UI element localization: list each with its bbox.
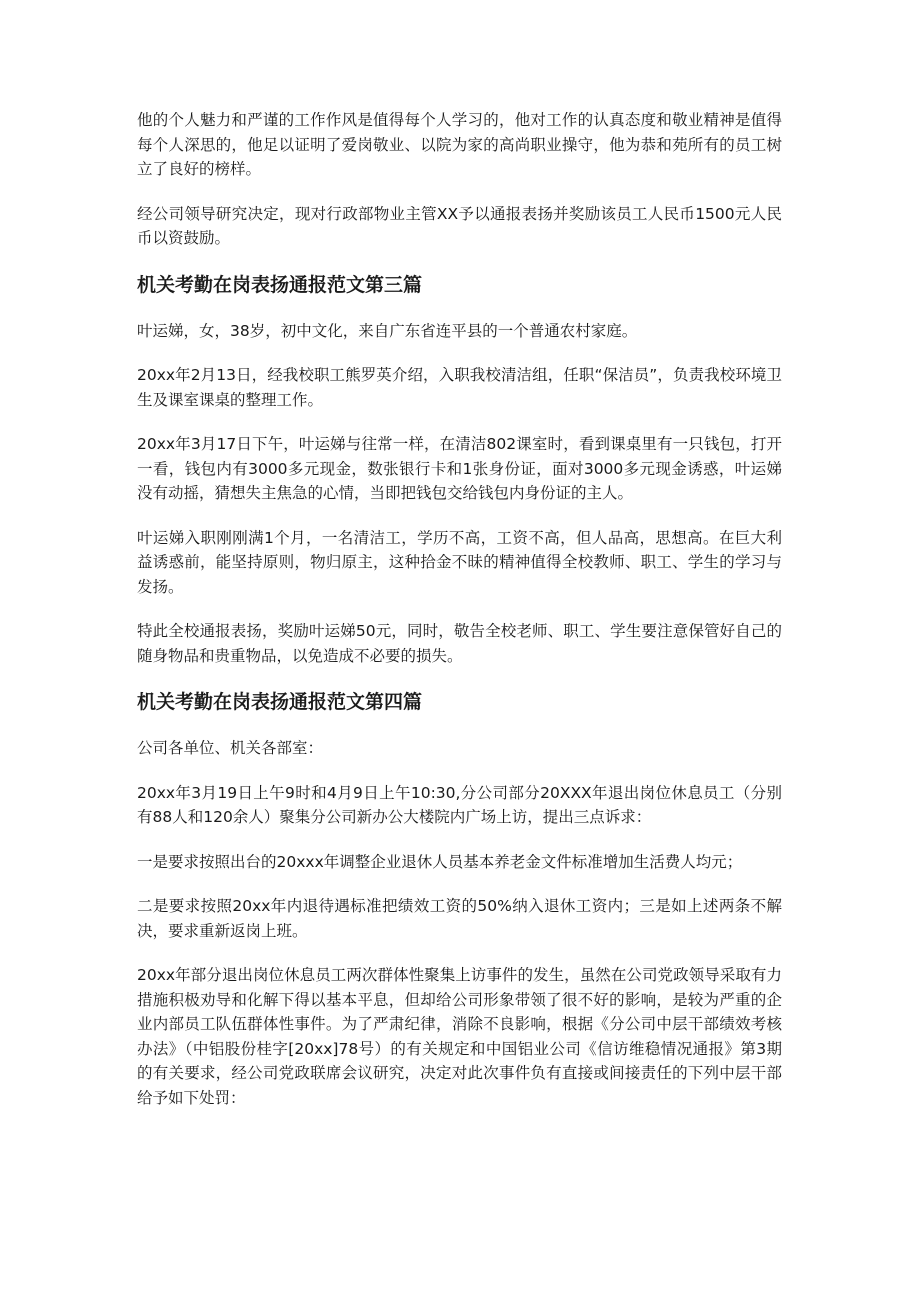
paragraph: 20xx年部分退出岗位休息员工两次群体性聚集上访事件的发生，虽然在公司党政领导采取有力措施积极劝导和化解下得以基本平息，但却给公司形象带领了很不好的影响，是较为严重的企业内部员工队伍群体性事件。为了严肃纪律，消除不良影响，根据《分公司中层干部绩效考核办法》（中铝股份桂字[20xx]78号）的有关规定和中国铝业公司《信访维稳情况通报》第3期的有关要求，经公司党政联席会议研究，决定对此次事件负有直接或间接责任的下列中层干部给予如下处罚： (137, 966, 782, 1107)
section-heading: 机关考勤在岗表扬通报范文第三篇 (137, 273, 423, 296)
paragraph: 叶运娣，女，38岁，初中文化，来自广东省连平县的一个普通农村家庭。 (137, 321, 638, 340)
paragraph: 一是要求按照出台的20xxx年调整企业退休人员基本养老金文件标准增加生活费人均元； (137, 852, 743, 871)
paragraph: 特此全校通报表扬，奖励叶运娣50元，同时，敬告全校老师、职工、学生要注意保管好自己的随身物品和贵重物品，以免造成不必要的损失。 (137, 622, 782, 665)
paragraph: 二是要求按照20xx年内退待遇标准把绩效工资的50%纳入退休工资内；三是如上述两条不解决，要求重新返岗上班。 (137, 897, 782, 940)
paragraph: 他的个人魅力和严谨的工作作风是值得每个人学习的，他对工作的认真态度和敬业精神是值得每个人深思的，他足以证明了爱岗敬业、以院为家的高尚职业操守，他为恭和苑所有的员工树立了良好的榜样。 (137, 111, 782, 178)
paragraph: 公司各单位、机关各部室： (137, 739, 324, 757)
paragraph: 20xx年2月13日，经我校职工熊罗英介绍，入职我校清洁组，任职“保洁员”，负责我校环境卫生及课室课桌的整理工作。 (137, 366, 782, 409)
paragraph: 叶运娣入职刚刚满1个月，一名清洁工，学历不高，工资不高，但人品高，思想高。在巨大利益诱惑前，能坚持原则，物归原主，这种拾金不昧的精神值得全校教师、职工、学生的学习与发扬。 (137, 528, 782, 596)
paragraph: 20xx年3月17日下午，叶运娣与往常一样，在清洁802课室时，看到课桌里有一只钱包，打开一看，钱包内有3000多元现金，数张银行卡和1张身份证，面对3000多元现金诱惑，叶运娣没有动摇，猜想失主焦急的心情，当即把钱包交给钱包内身份证的主人。 (137, 435, 782, 502)
document-body (137, 108, 782, 1130)
section-heading: 机关考勤在岗表扬通报范文第四篇 (137, 691, 423, 713)
paragraph: 20xx年3月19日上午9时和4月9日上午10:30,分公司部分20XXX年退出岗位休息员工（分别有88人和120余人）聚集分公司新办公大楼院内广场上访，提出三点诉求： (137, 783, 782, 826)
paragraph: 经公司领导研究决定，现对行政部物业主管XX予以通报表扬并奖励该员工人民币1500元人民币以资鼓励。 (137, 204, 782, 247)
